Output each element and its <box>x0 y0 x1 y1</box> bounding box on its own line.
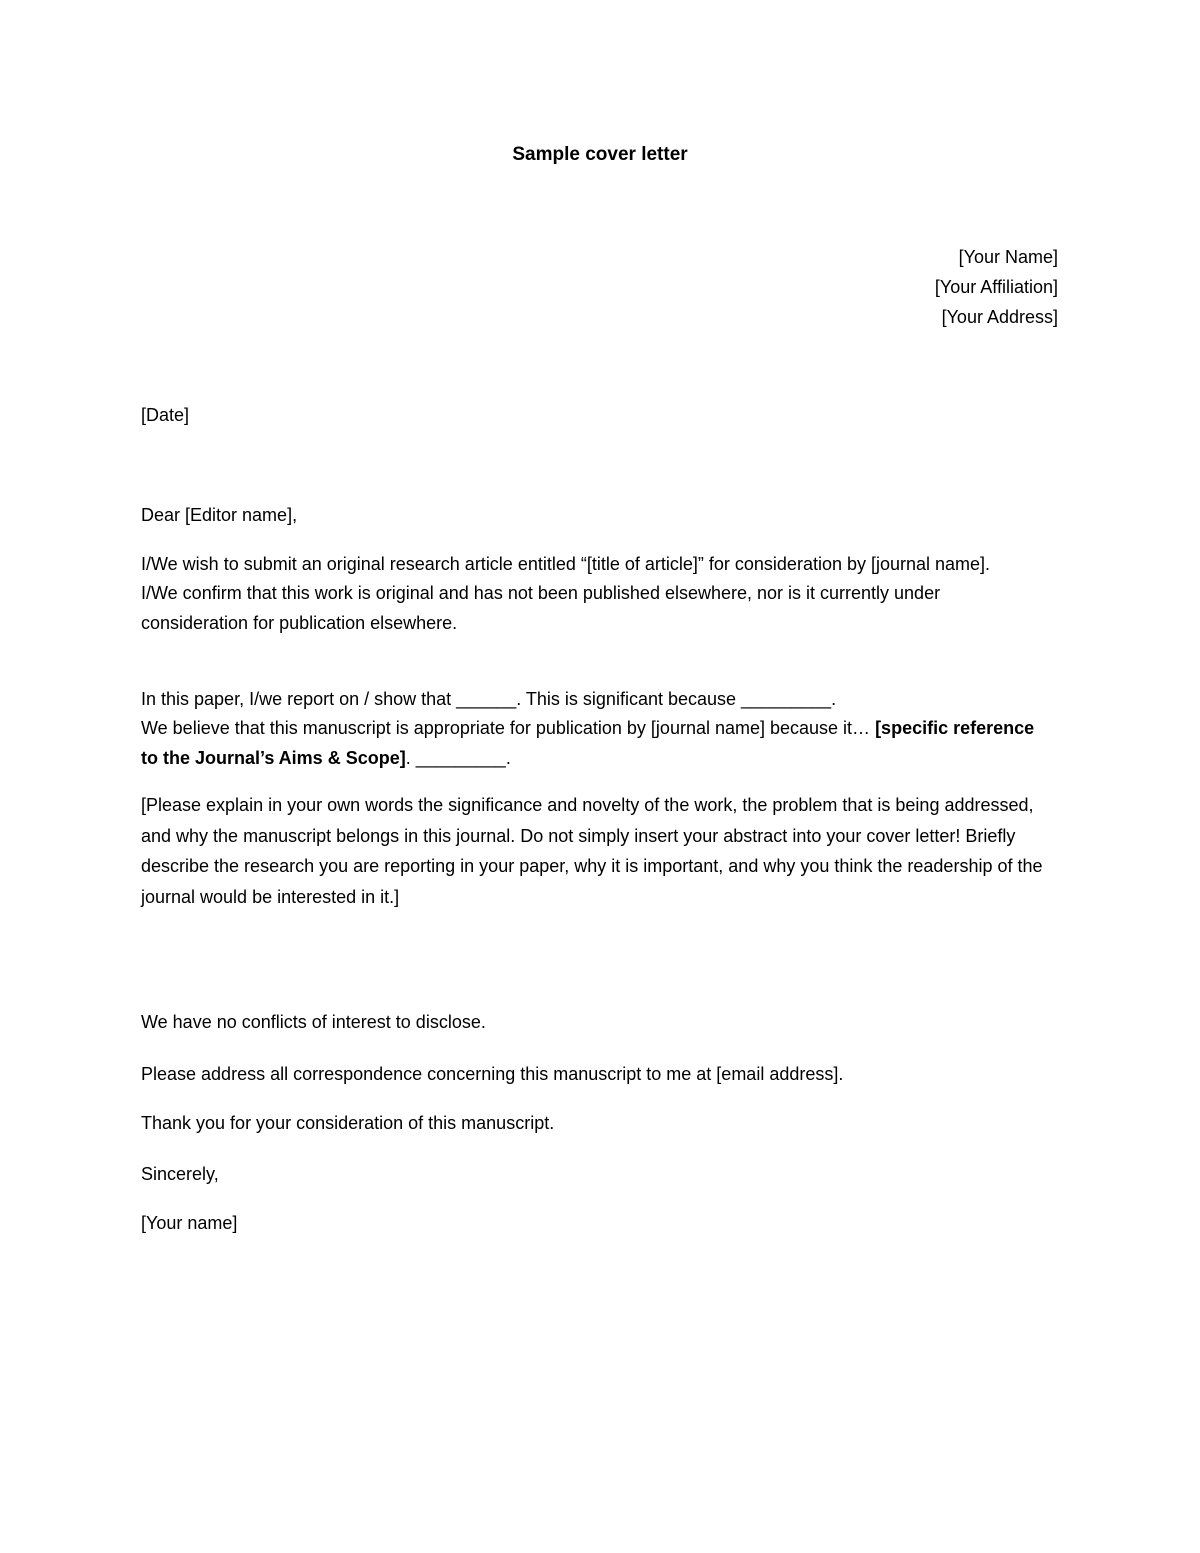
appropriateness-line <box>141 713 1051 773</box>
document-title: Sample cover letter <box>512 144 688 165</box>
submission-paragraph <box>141 551 1051 638</box>
appropriateness-text: We believe that this manuscript is appropriate for publication by [journal name] because it… <box>141 718 876 738</box>
sender-address: [Your Address] <box>941 307 1058 327</box>
correspondence-statement: Please address all correspondence concerning this manuscript to me at [email address]. <box>141 1064 844 1084</box>
explanation-paragraph: [Please explain in your own words the significance and novelty of the work, the problem that is being addressed, and why the manuscript belongs in this journal. Do not simply insert your abstract into your cover letter! Briefly describe the research you are reporting in your paper, why it is important, and why you think the readership of the journal would be interested in it.] <box>141 795 1043 907</box>
report-line: In this paper, I/we report on / show that ______. This is significant because _________. <box>141 689 837 709</box>
originality-line: I/We confirm that this work is original and has not been published elsewhere, nor is it currently under consideration for publication elsewhere. <box>141 583 941 633</box>
thanks-statement: Thank you for your consideration of this manuscript. <box>141 1113 555 1133</box>
report-paragraph <box>141 686 1051 773</box>
signature: [Your name] <box>141 1213 238 1233</box>
closing: Sincerely, <box>141 1164 219 1184</box>
sender-affiliation: [Your Affiliation] <box>934 277 1058 297</box>
letter-date: [Date] <box>141 405 190 425</box>
sender-name: [Your Name] <box>958 247 1058 267</box>
submission-line: I/We wish to submit an original research article entitled “[title of article]” for consideration by [journal name]. <box>141 554 991 574</box>
greeting: Dear [Editor name], <box>141 505 298 525</box>
aims-scope-reference: [specific reference to the Journal’s Aims & Scope] <box>141 718 1035 768</box>
sender-block <box>935 242 1058 332</box>
conflicts-statement: We have no conflicts of interest to disclose. <box>141 1012 486 1032</box>
appropriateness-end: . _________. <box>405 748 511 768</box>
